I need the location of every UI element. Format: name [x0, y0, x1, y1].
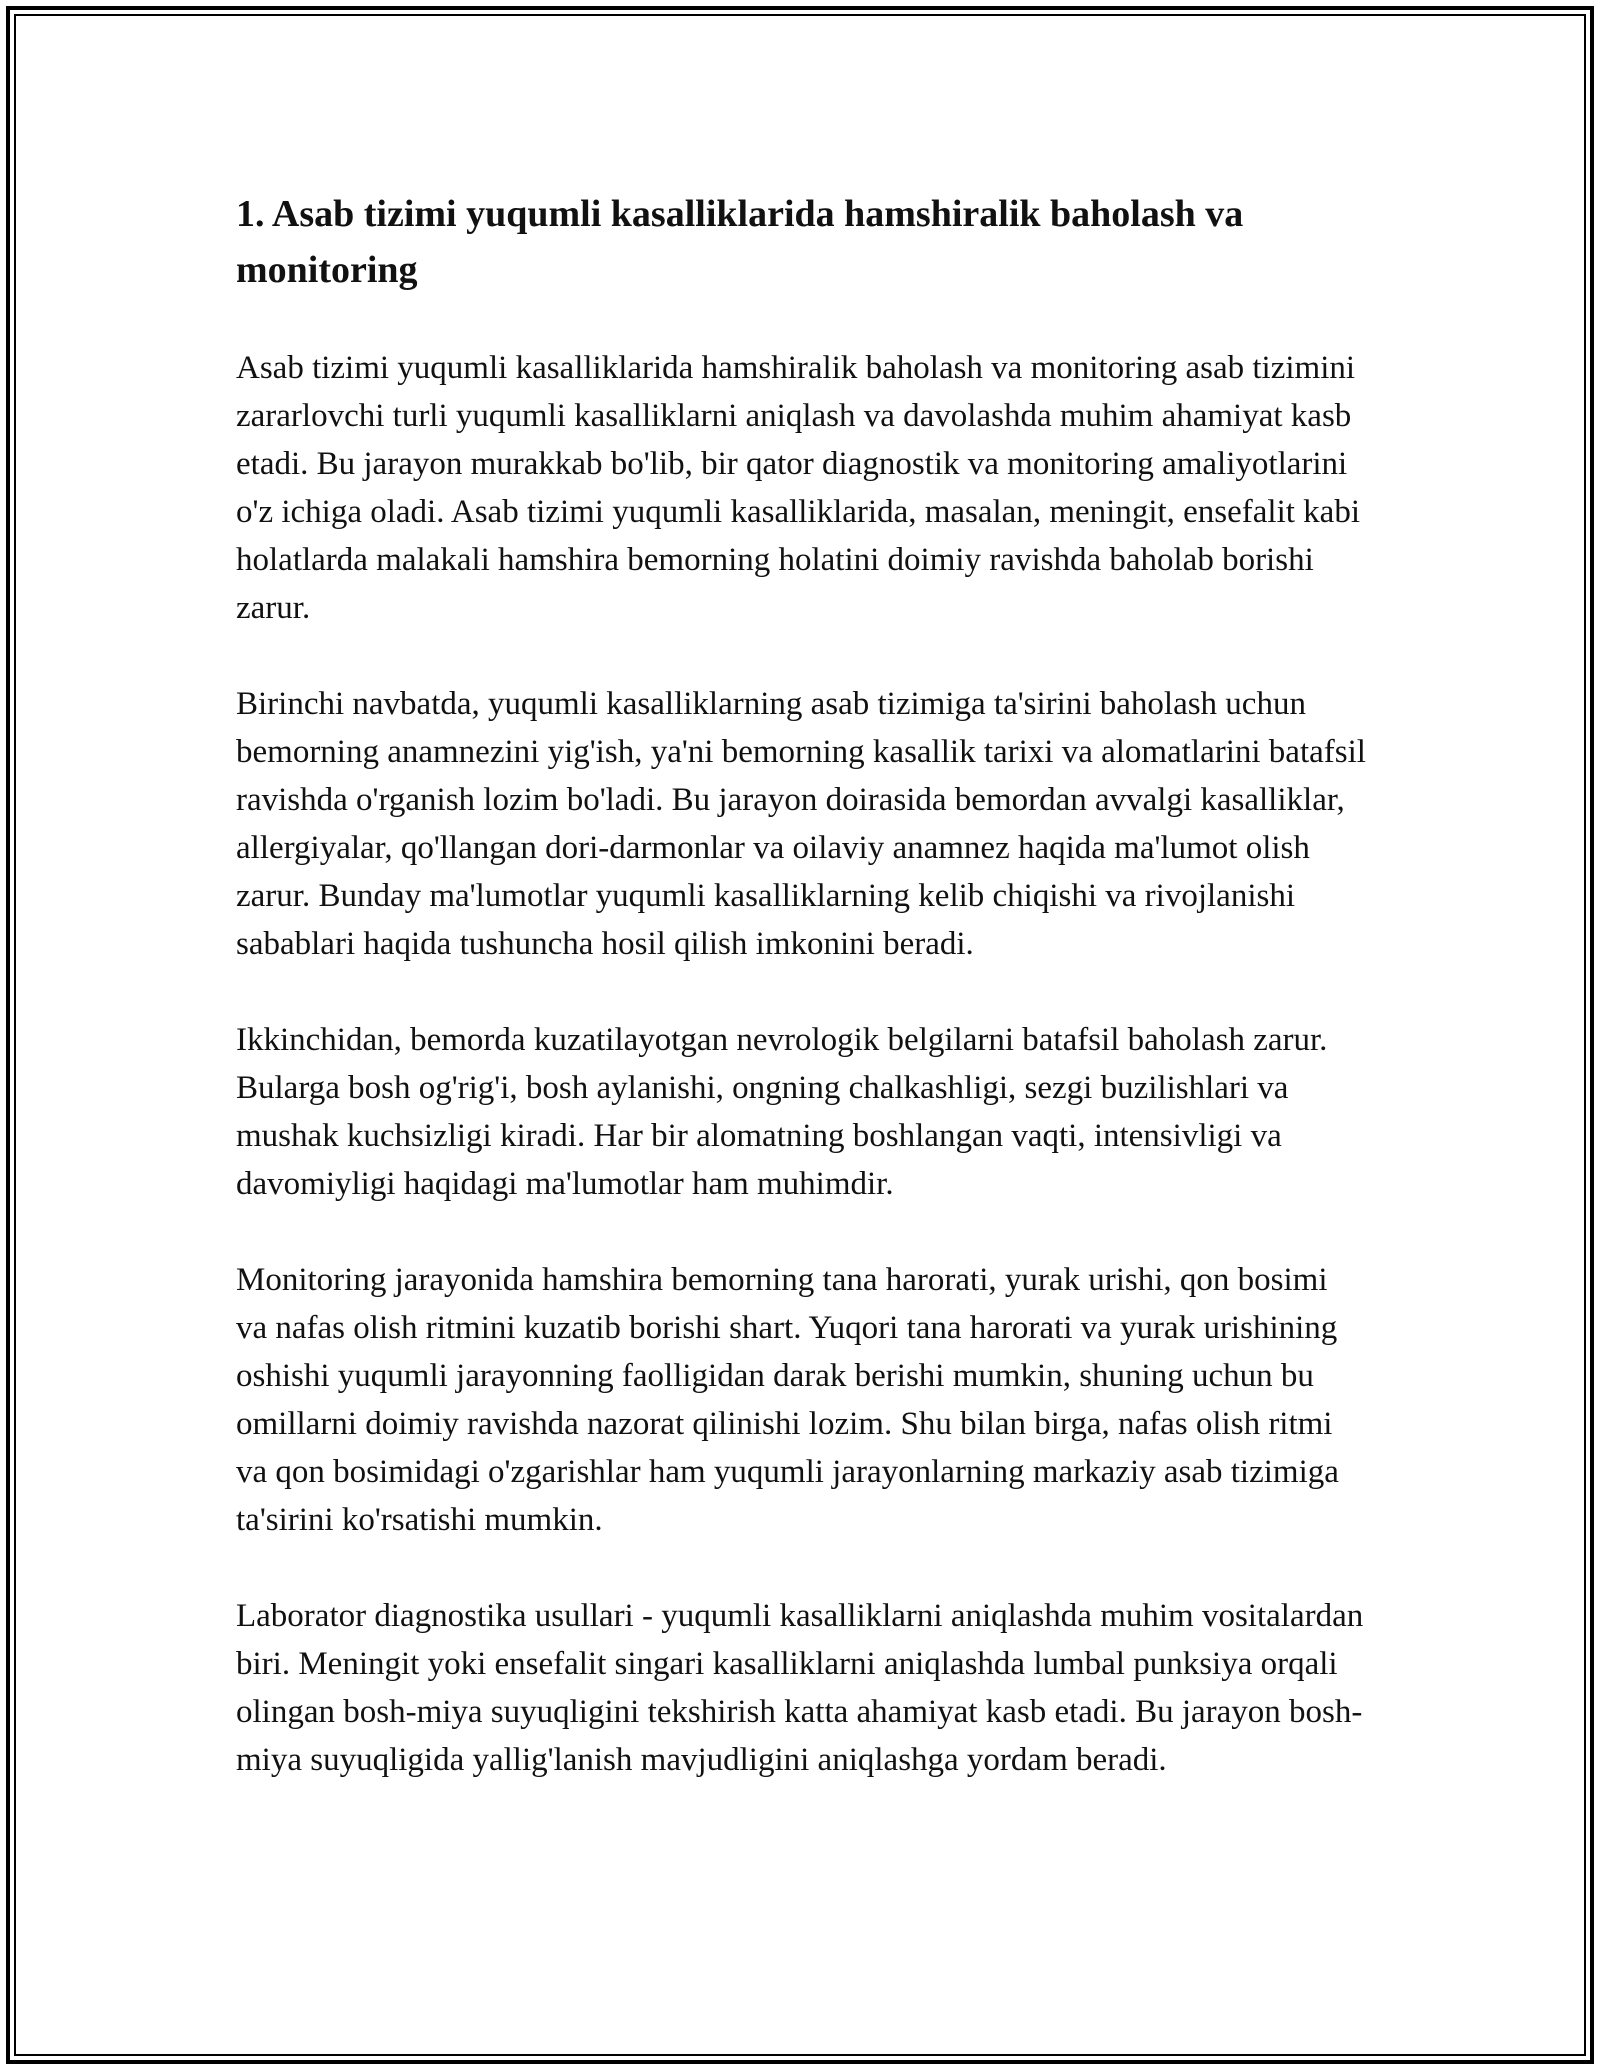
paragraph-vital-monitoring: Monitoring jarayonida hamshira bemorning tana harorati, yurak urishi, qon bosimi va nafas olish ritmini kuzatib borishi shart. Yuqori tana harorati va yurak urishining oshishi yuqumli jarayonning faolligidan darak berishi mumkin, shuning uchun bu omillarni doimiy ravishda nazorat qilinishi lozim. Shu bilan birga, nafas olish ritmi va qon bosimidagi o'zgarishlar ham yuqumli jarayonlarning markaziy asab tizimiga ta'sirini ko'rsatishi mumkin. [236, 1262, 1339, 1538]
document-body [236, 186, 1366, 1832]
paragraph-intro: Asab tizimi yuqumli kasalliklarida hamshiralik baholash va monitoring asab tizimini zararlovchi turli yuqumli kasalliklarni aniqlash va davolashda muhim ahamiyat kasb etadi. Bu jarayon murakkab bo'lib, bir qator diagnostik va monitoring amaliyotlarini o'z ichiga oladi. Asab tizimi yuqumli kasalliklarida, masalan, meningit, ensefalit kabi holatlarda malakali hamshira bemorning holatini doimiy ravishda baholab borishi zarur. [236, 350, 1360, 626]
paragraph-anamnesis: Birinchi navbatda, yuqumli kasalliklarning asab tizimiga ta'sirini baholash uchun bemorning anamnezini yig'ish, ya'ni bemorning kasallik tarixi va alomatlarini batafsil ravishda o'rganish lozim bo'ladi. Bu jarayon doirasida bemordan avvalgi kasalliklar, allergiyalar, qo'llangan dori-darmonlar va oilaviy anamnez haqida ma'lumot olish zarur. Bunday ma'lumotlar yuqumli kasalliklarning kelib chiqishi va rivojlanishi sabablari haqida tushuncha hosil qilish imkonini beradi. [236, 686, 1366, 962]
paragraph-lab-diagnostics: Laborator diagnostika usullari - yuqumli kasalliklarni aniqlashda muhim vositalardan biri. Meningit yoki ensefalit singari kasalliklarni aniqlashda lumbal punksiya orqali olingan bosh-miya suyuqligini tekshirish katta ahamiyat kasb etadi. Bu jarayon bosh-miya suyuqligida yallig'lanish mavjudligini aniqlashga yordam beradi. [236, 1598, 1364, 1778]
paragraph-neurological-signs: Ikkinchidan, bemorda kuzatilayotgan nevrologik belgilarni batafsil baholash zarur. Bularga bosh og'rig'i, bosh aylanishi, ongning chalkashligi, sezgi buzilishlari va mushak kuchsizligi kiradi. Har bir alomatning boshlangan vaqti, intensivligi va davomiyligi haqidagi ma'lumotlar ham muhimdir. [236, 1022, 1328, 1202]
section-title: 1. Asab tizimi yuqumli kasalliklarida hamshiralik baholash va monitoring [236, 193, 1244, 291]
